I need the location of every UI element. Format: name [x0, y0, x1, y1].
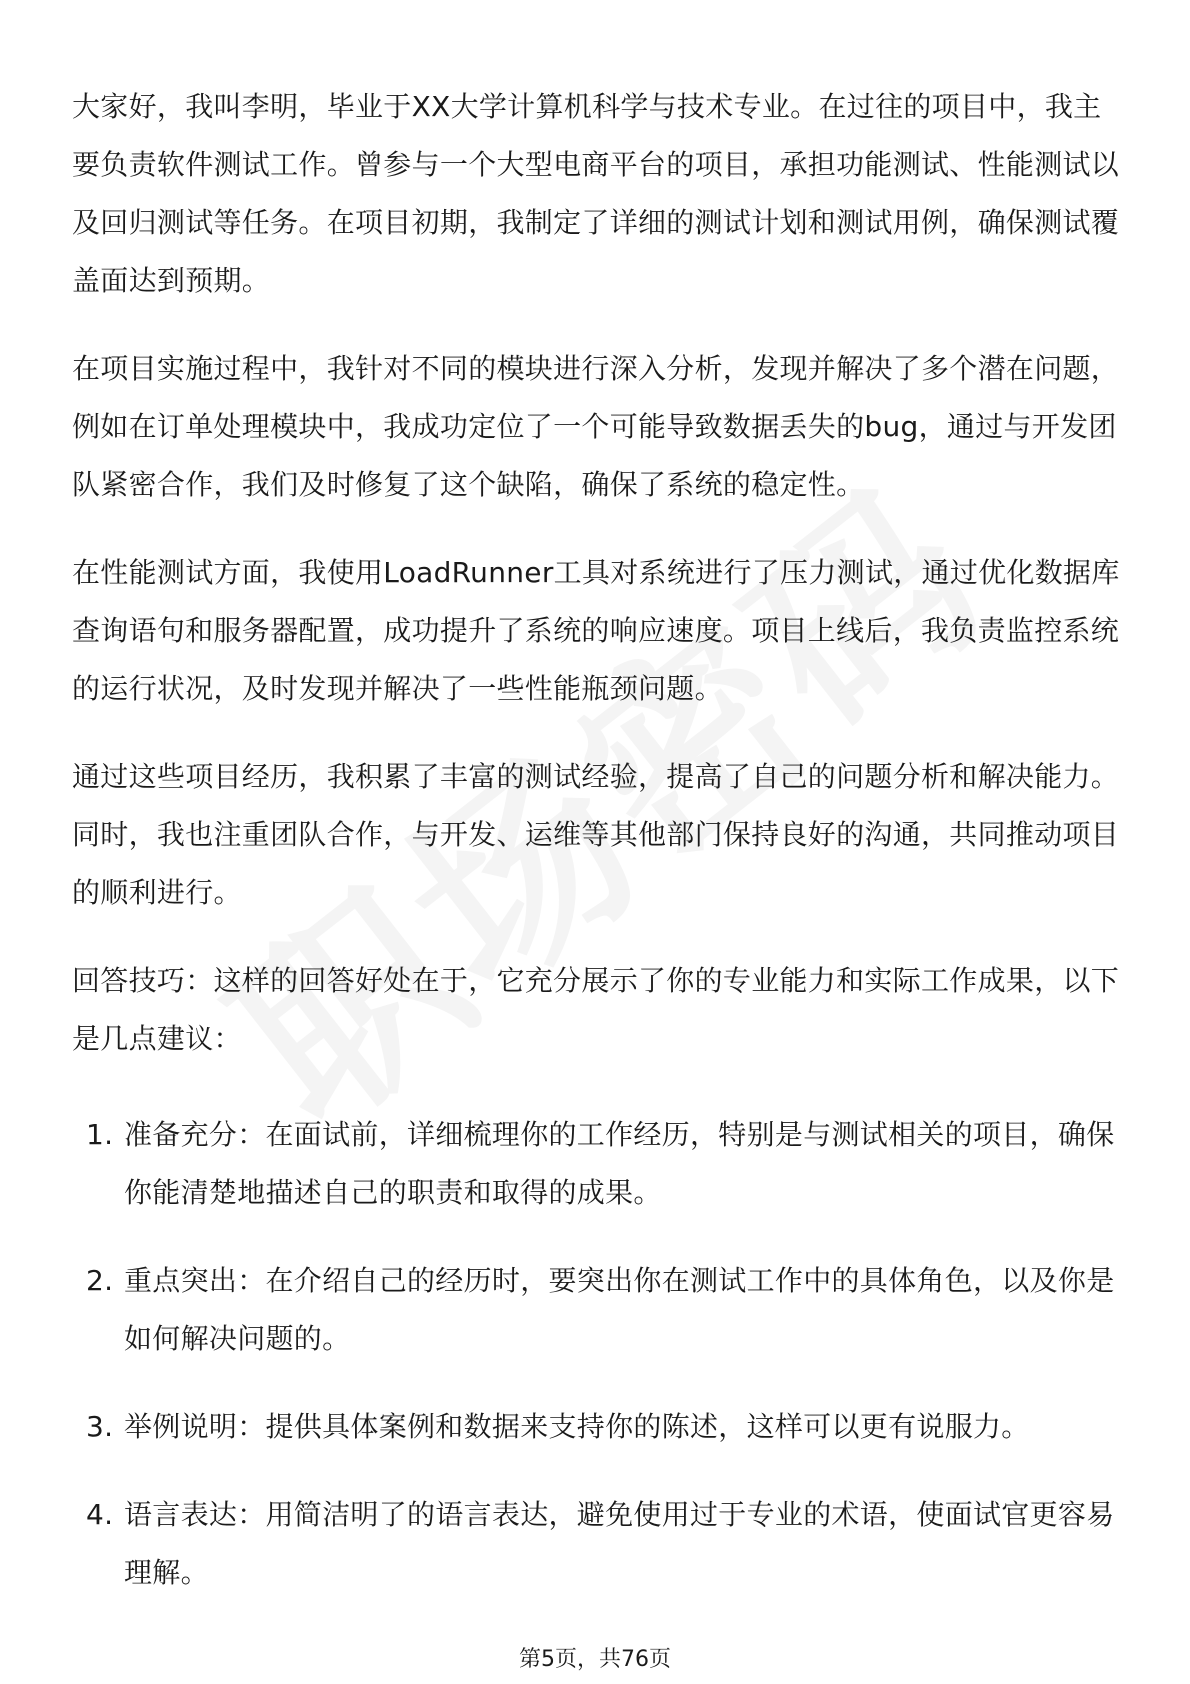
list-item-text: 语言表达：用简洁明了的语言表达，避免使用过于专业的术语，使面试官更容易理解。: [124, 1498, 1115, 1589]
document-body: [72, 78, 1122, 1632]
tips-list: [72, 1106, 1122, 1602]
list-item-text: 重点突出：在介绍自己的经历时，要突出你在测试工作中的具体角色，以及你是如何解决问题的。: [124, 1264, 1115, 1355]
list-item: [72, 1398, 1122, 1456]
paragraph-implementation: 在项目实施过程中，我针对不同的模块进行深入分析，发现并解决了多个潜在问题，例如在订单处理模块中，我成功定位了一个可能导致数据丢失的bug，通过与开发团队紧密合作，我们及时修复了这个缺陷，确保了系统的稳定性。: [72, 352, 1120, 501]
list-item-number: 2.: [86, 1264, 114, 1297]
list-item-text: 准备充分：在面试前，详细梳理你的工作经历，特别是与测试相关的项目，确保你能清楚地描述自己的职责和取得的成果。: [124, 1118, 1115, 1209]
paragraph-experience: 通过这些项目经历，我积累了丰富的测试经验，提高了自己的问题分析和解决能力。同时，我也注重团队合作，与开发、运维等其他部门保持良好的沟通，共同推动项目的顺利进行。: [72, 760, 1120, 909]
paragraph-tips-intro: 回答技巧：这样的回答好处在于，它充分展示了你的专业能力和实际工作成果，以下是几点建议：: [72, 964, 1120, 1055]
list-item-number: 4.: [86, 1498, 114, 1531]
list-item: [72, 1106, 1122, 1222]
list-item-text: 举例说明：提供具体案例和数据来支持你的陈述，这样可以更有说服力。: [124, 1410, 1030, 1443]
paragraph-performance: 在性能测试方面，我使用LoadRunner工具对系统进行了压力测试，通过优化数据库查询语句和服务器配置，成功提升了系统的响应速度。项目上线后，我负责监控系统的运行状况，及时发现并解决了一些性能瓶颈问题。: [72, 556, 1120, 705]
list-item: [72, 1252, 1122, 1368]
list-item-number: 3.: [86, 1410, 114, 1443]
page-number: 第5页，共76页: [519, 1647, 671, 1672]
paragraph-intro: 大家好，我叫李明，毕业于XX大学计算机科学与技术专业。在过往的项目中，我主要负责软件测试工作。曾参与一个大型电商平台的项目，承担功能测试、性能测试以及回归测试等任务。在项目初期，我制定了详细的测试计划和测试用例，确保测试覆盖面达到预期。: [72, 90, 1120, 297]
list-item-number: 1.: [86, 1118, 114, 1151]
list-item: [72, 1486, 1122, 1602]
